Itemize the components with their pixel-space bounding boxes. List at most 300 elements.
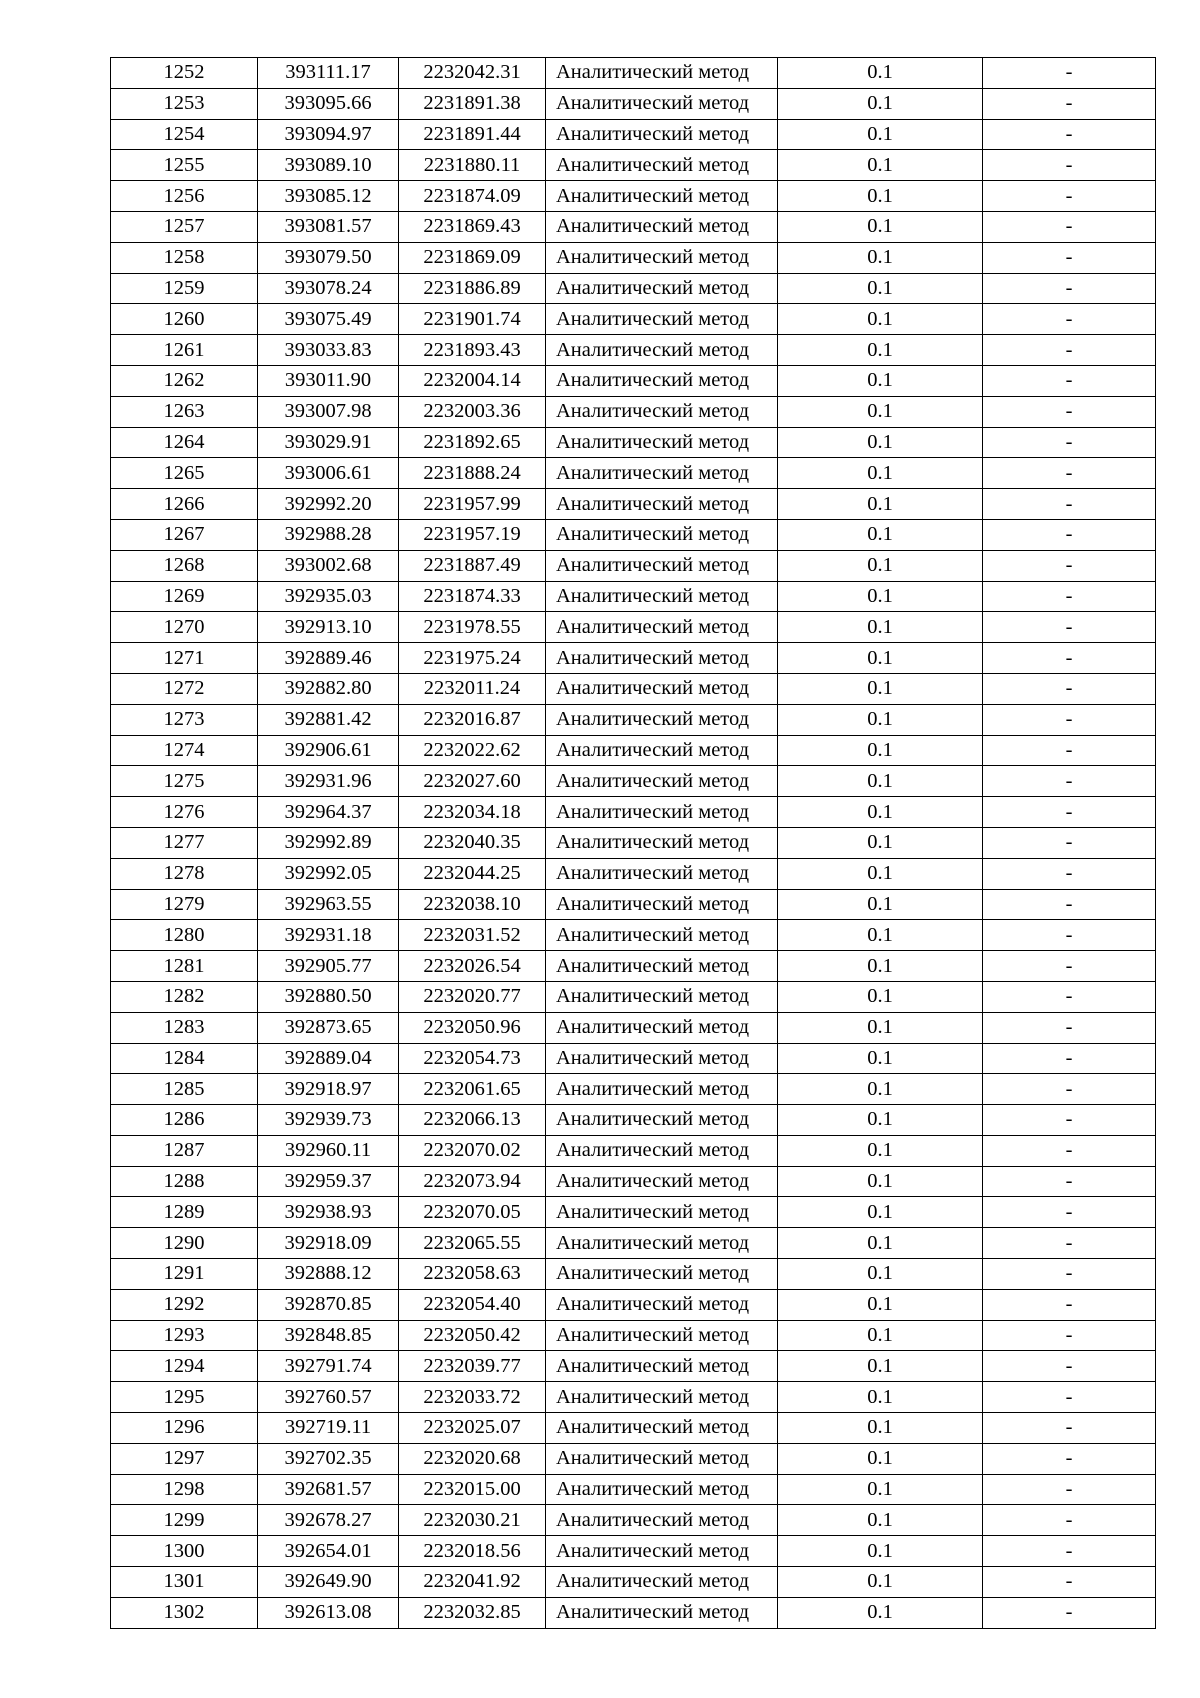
point-number-cell: 1291 [111,1259,258,1290]
description-cell: - [983,335,1156,366]
accuracy-cell: 0.1 [778,335,983,366]
method-cell: Аналитический метод [546,1259,778,1290]
table-row [111,181,1156,212]
description-cell: - [983,766,1156,797]
table-row [111,1135,1156,1166]
accuracy-cell: 0.1 [778,273,983,304]
point-number-cell: 1301 [111,1567,258,1598]
point-number-cell: 1263 [111,396,258,427]
x-coordinate-cell: 392963.55 [258,889,399,920]
y-coordinate-cell: 2231887.49 [399,550,546,581]
x-coordinate-cell: 392870.85 [258,1289,399,1320]
method-cell: Аналитический метод [546,1074,778,1105]
accuracy-cell: 0.1 [778,1228,983,1259]
table-row [111,920,1156,951]
point-number-cell: 1258 [111,242,258,273]
table-row [111,304,1156,335]
description-cell: - [983,704,1156,735]
description-cell: - [983,365,1156,396]
y-coordinate-cell: 2232032.85 [399,1597,546,1628]
accuracy-cell: 0.1 [778,920,983,951]
method-cell: Аналитический метод [546,920,778,951]
method-cell: Аналитический метод [546,858,778,889]
y-coordinate-cell: 2232050.42 [399,1320,546,1351]
x-coordinate-cell: 392613.08 [258,1597,399,1628]
y-coordinate-cell: 2232027.60 [399,766,546,797]
accuracy-cell: 0.1 [778,489,983,520]
description-cell: - [983,827,1156,858]
accuracy-cell: 0.1 [778,211,983,242]
description-cell: - [983,150,1156,181]
description-cell: - [983,1474,1156,1505]
accuracy-cell: 0.1 [778,1505,983,1536]
point-number-cell: 1281 [111,951,258,982]
table-row [111,735,1156,766]
method-cell: Аналитический метод [546,119,778,150]
method-cell: Аналитический метод [546,1413,778,1444]
table-row [111,335,1156,366]
accuracy-cell: 0.1 [778,1043,983,1074]
accuracy-cell: 0.1 [778,1351,983,1382]
x-coordinate-cell: 392939.73 [258,1105,399,1136]
description-cell: - [983,1443,1156,1474]
accuracy-cell: 0.1 [778,181,983,212]
y-coordinate-cell: 2231891.44 [399,119,546,150]
accuracy-cell: 0.1 [778,1443,983,1474]
x-coordinate-cell: 393079.50 [258,242,399,273]
table-row [111,1320,1156,1351]
accuracy-cell: 0.1 [778,766,983,797]
x-coordinate-cell: 392791.74 [258,1351,399,1382]
x-coordinate-cell: 392918.09 [258,1228,399,1259]
x-coordinate-cell: 392654.01 [258,1536,399,1567]
accuracy-cell: 0.1 [778,1074,983,1105]
description-cell: - [983,858,1156,889]
x-coordinate-cell: 392881.42 [258,704,399,735]
method-cell: Аналитический метод [546,1135,778,1166]
description-cell: - [983,1259,1156,1290]
y-coordinate-cell: 2232022.62 [399,735,546,766]
description-cell: - [983,735,1156,766]
point-number-cell: 1298 [111,1474,258,1505]
y-coordinate-cell: 2232026.54 [399,951,546,982]
method-cell: Аналитический метод [546,1289,778,1320]
description-cell: - [983,1197,1156,1228]
x-coordinate-cell: 392681.57 [258,1474,399,1505]
description-cell: - [983,181,1156,212]
point-number-cell: 1260 [111,304,258,335]
table-row [111,211,1156,242]
point-number-cell: 1259 [111,273,258,304]
table-row [111,1043,1156,1074]
description-cell: - [983,920,1156,951]
y-coordinate-cell: 2231975.24 [399,643,546,674]
y-coordinate-cell: 2232034.18 [399,797,546,828]
method-cell: Аналитический метод [546,1597,778,1628]
x-coordinate-cell: 392931.96 [258,766,399,797]
description-cell: - [983,1012,1156,1043]
y-coordinate-cell: 2231892.65 [399,427,546,458]
point-number-cell: 1285 [111,1074,258,1105]
description-cell: - [983,581,1156,612]
x-coordinate-cell: 392905.77 [258,951,399,982]
x-coordinate-cell: 393002.68 [258,550,399,581]
x-coordinate-cell: 393089.10 [258,150,399,181]
table-row [111,1536,1156,1567]
y-coordinate-cell: 2232070.05 [399,1197,546,1228]
y-coordinate-cell: 2232011.24 [399,673,546,704]
y-coordinate-cell: 2232020.77 [399,981,546,1012]
y-coordinate-cell: 2231869.09 [399,242,546,273]
method-cell: Аналитический метод [546,981,778,1012]
y-coordinate-cell: 2232066.13 [399,1105,546,1136]
point-number-cell: 1294 [111,1351,258,1382]
point-number-cell: 1277 [111,827,258,858]
table-row [111,1413,1156,1444]
point-number-cell: 1275 [111,766,258,797]
point-number-cell: 1287 [111,1135,258,1166]
y-coordinate-cell: 2231874.09 [399,181,546,212]
description-cell: - [983,1351,1156,1382]
y-coordinate-cell: 2232030.21 [399,1505,546,1536]
method-cell: Аналитический метод [546,1443,778,1474]
method-cell: Аналитический метод [546,581,778,612]
description-cell: - [983,489,1156,520]
x-coordinate-cell: 393007.98 [258,396,399,427]
accuracy-cell: 0.1 [778,1105,983,1136]
description-cell: - [983,1413,1156,1444]
x-coordinate-cell: 392882.80 [258,673,399,704]
description-cell: - [983,1074,1156,1105]
accuracy-cell: 0.1 [778,1536,983,1567]
point-number-cell: 1286 [111,1105,258,1136]
method-cell: Аналитический метод [546,365,778,396]
table-row [111,458,1156,489]
method-cell: Аналитический метод [546,827,778,858]
description-cell: - [983,1597,1156,1628]
table-row [111,273,1156,304]
point-number-cell: 1266 [111,489,258,520]
x-coordinate-cell: 393078.24 [258,273,399,304]
table-row [111,396,1156,427]
table-row [111,150,1156,181]
point-number-cell: 1290 [111,1228,258,1259]
accuracy-cell: 0.1 [778,1474,983,1505]
y-coordinate-cell: 2232031.52 [399,920,546,951]
description-cell: - [983,550,1156,581]
method-cell: Аналитический метод [546,88,778,119]
method-cell: Аналитический метод [546,242,778,273]
accuracy-cell: 0.1 [778,119,983,150]
table-row [111,766,1156,797]
x-coordinate-cell: 393033.83 [258,335,399,366]
x-coordinate-cell: 392848.85 [258,1320,399,1351]
y-coordinate-cell: 2232054.73 [399,1043,546,1074]
accuracy-cell: 0.1 [778,88,983,119]
x-coordinate-cell: 392906.61 [258,735,399,766]
x-coordinate-cell: 392873.65 [258,1012,399,1043]
method-cell: Аналитический метод [546,1320,778,1351]
point-number-cell: 1267 [111,519,258,550]
description-cell: - [983,519,1156,550]
point-number-cell: 1252 [111,58,258,89]
x-coordinate-cell: 392938.93 [258,1197,399,1228]
method-cell: Аналитический метод [546,766,778,797]
table-row [111,1382,1156,1413]
method-cell: Аналитический метод [546,1474,778,1505]
method-cell: Аналитический метод [546,1166,778,1197]
method-cell: Аналитический метод [546,1351,778,1382]
point-number-cell: 1268 [111,550,258,581]
method-cell: Аналитический метод [546,1197,778,1228]
table-row [111,58,1156,89]
description-cell: - [983,1135,1156,1166]
y-coordinate-cell: 2231886.89 [399,273,546,304]
description-cell: - [983,1105,1156,1136]
table-row [111,612,1156,643]
table-row [111,1197,1156,1228]
table-row [111,550,1156,581]
description-cell: - [983,273,1156,304]
accuracy-cell: 0.1 [778,427,983,458]
x-coordinate-cell: 392678.27 [258,1505,399,1536]
point-number-cell: 1257 [111,211,258,242]
point-number-cell: 1272 [111,673,258,704]
x-coordinate-cell: 392992.89 [258,827,399,858]
table-row [111,1074,1156,1105]
y-coordinate-cell: 2231891.38 [399,88,546,119]
x-coordinate-cell: 392913.10 [258,612,399,643]
x-coordinate-cell: 393085.12 [258,181,399,212]
method-cell: Аналитический метод [546,181,778,212]
table-row [111,1228,1156,1259]
method-cell: Аналитический метод [546,1567,778,1598]
y-coordinate-cell: 2231869.43 [399,211,546,242]
x-coordinate-cell: 392702.35 [258,1443,399,1474]
accuracy-cell: 0.1 [778,150,983,181]
table-row [111,119,1156,150]
description-cell: - [983,1289,1156,1320]
table-row [111,519,1156,550]
accuracy-cell: 0.1 [778,643,983,674]
method-cell: Аналитический метод [546,150,778,181]
table-row [111,704,1156,735]
point-number-cell: 1274 [111,735,258,766]
table-body [111,58,1156,1629]
point-number-cell: 1295 [111,1382,258,1413]
method-cell: Аналитический метод [546,396,778,427]
x-coordinate-cell: 392889.04 [258,1043,399,1074]
point-number-cell: 1300 [111,1536,258,1567]
x-coordinate-cell: 392931.18 [258,920,399,951]
accuracy-cell: 0.1 [778,242,983,273]
point-number-cell: 1283 [111,1012,258,1043]
accuracy-cell: 0.1 [778,858,983,889]
description-cell: - [983,427,1156,458]
y-coordinate-cell: 2232061.65 [399,1074,546,1105]
table-row [111,797,1156,828]
x-coordinate-cell: 392880.50 [258,981,399,1012]
table-row [111,365,1156,396]
description-cell: - [983,673,1156,704]
point-number-cell: 1278 [111,858,258,889]
y-coordinate-cell: 2232033.72 [399,1382,546,1413]
method-cell: Аналитический метод [546,704,778,735]
description-cell: - [983,1382,1156,1413]
description-cell: - [983,1505,1156,1536]
y-coordinate-cell: 2232041.92 [399,1567,546,1598]
table-row [111,858,1156,889]
description-cell: - [983,242,1156,273]
y-coordinate-cell: 2231888.24 [399,458,546,489]
accuracy-cell: 0.1 [778,1382,983,1413]
x-coordinate-cell: 392964.37 [258,797,399,828]
x-coordinate-cell: 393075.49 [258,304,399,335]
point-number-cell: 1297 [111,1443,258,1474]
method-cell: Аналитический метод [546,1043,778,1074]
y-coordinate-cell: 2231978.55 [399,612,546,643]
accuracy-cell: 0.1 [778,735,983,766]
point-number-cell: 1261 [111,335,258,366]
y-coordinate-cell: 2232039.77 [399,1351,546,1382]
x-coordinate-cell: 392889.46 [258,643,399,674]
y-coordinate-cell: 2232015.00 [399,1474,546,1505]
y-coordinate-cell: 2232065.55 [399,1228,546,1259]
description-cell: - [983,119,1156,150]
y-coordinate-cell: 2231880.11 [399,150,546,181]
accuracy-cell: 0.1 [778,458,983,489]
point-number-cell: 1270 [111,612,258,643]
accuracy-cell: 0.1 [778,581,983,612]
accuracy-cell: 0.1 [778,951,983,982]
accuracy-cell: 0.1 [778,704,983,735]
y-coordinate-cell: 2232054.40 [399,1289,546,1320]
method-cell: Аналитический метод [546,1012,778,1043]
y-coordinate-cell: 2232025.07 [399,1413,546,1444]
table-row [111,1105,1156,1136]
x-coordinate-cell: 392992.05 [258,858,399,889]
accuracy-cell: 0.1 [778,1289,983,1320]
table-row [111,827,1156,858]
point-number-cell: 1269 [111,581,258,612]
description-cell: - [983,88,1156,119]
x-coordinate-cell: 392959.37 [258,1166,399,1197]
point-number-cell: 1271 [111,643,258,674]
x-coordinate-cell: 392649.90 [258,1567,399,1598]
method-cell: Аналитический метод [546,335,778,366]
table-row [111,981,1156,1012]
point-number-cell: 1253 [111,88,258,119]
x-coordinate-cell: 392992.20 [258,489,399,520]
y-coordinate-cell: 2231901.74 [399,304,546,335]
x-coordinate-cell: 393111.17 [258,58,399,89]
accuracy-cell: 0.1 [778,1012,983,1043]
method-cell: Аналитический метод [546,889,778,920]
accuracy-cell: 0.1 [778,1259,983,1290]
table-row [111,1597,1156,1628]
x-coordinate-cell: 392960.11 [258,1135,399,1166]
point-number-cell: 1299 [111,1505,258,1536]
y-coordinate-cell: 2231893.43 [399,335,546,366]
table-row [111,1166,1156,1197]
method-cell: Аналитический метод [546,735,778,766]
x-coordinate-cell: 392888.12 [258,1259,399,1290]
x-coordinate-cell: 393081.57 [258,211,399,242]
x-coordinate-cell: 392918.97 [258,1074,399,1105]
method-cell: Аналитический метод [546,643,778,674]
x-coordinate-cell: 393011.90 [258,365,399,396]
accuracy-cell: 0.1 [778,1135,983,1166]
method-cell: Аналитический метод [546,550,778,581]
method-cell: Аналитический метод [546,58,778,89]
x-coordinate-cell: 392760.57 [258,1382,399,1413]
accuracy-cell: 0.1 [778,1567,983,1598]
method-cell: Аналитический метод [546,673,778,704]
description-cell: - [983,1567,1156,1598]
method-cell: Аналитический метод [546,797,778,828]
table-row [111,889,1156,920]
table-row [111,1474,1156,1505]
description-cell: - [983,211,1156,242]
y-coordinate-cell: 2232042.31 [399,58,546,89]
coordinates-table [110,57,1156,1629]
accuracy-cell: 0.1 [778,365,983,396]
table-row [111,581,1156,612]
accuracy-cell: 0.1 [778,827,983,858]
accuracy-cell: 0.1 [778,1320,983,1351]
method-cell: Аналитический метод [546,1382,778,1413]
point-number-cell: 1276 [111,797,258,828]
point-number-cell: 1280 [111,920,258,951]
description-cell: - [983,58,1156,89]
point-number-cell: 1262 [111,365,258,396]
accuracy-cell: 0.1 [778,889,983,920]
point-number-cell: 1302 [111,1597,258,1628]
description-cell: - [983,1166,1156,1197]
y-coordinate-cell: 2231957.99 [399,489,546,520]
y-coordinate-cell: 2232003.36 [399,396,546,427]
method-cell: Аналитический метод [546,1505,778,1536]
accuracy-cell: 0.1 [778,304,983,335]
description-cell: - [983,1536,1156,1567]
point-number-cell: 1293 [111,1320,258,1351]
point-number-cell: 1265 [111,458,258,489]
y-coordinate-cell: 2232038.10 [399,889,546,920]
table-row [111,1012,1156,1043]
x-coordinate-cell: 392719.11 [258,1413,399,1444]
table-row [111,1351,1156,1382]
method-cell: Аналитический метод [546,1105,778,1136]
table-row [111,489,1156,520]
description-cell: - [983,951,1156,982]
y-coordinate-cell: 2232020.68 [399,1443,546,1474]
accuracy-cell: 0.1 [778,797,983,828]
point-number-cell: 1254 [111,119,258,150]
method-cell: Аналитический метод [546,1228,778,1259]
point-number-cell: 1256 [111,181,258,212]
point-number-cell: 1255 [111,150,258,181]
x-coordinate-cell: 393095.66 [258,88,399,119]
description-cell: - [983,981,1156,1012]
table-row [111,1289,1156,1320]
y-coordinate-cell: 2232040.35 [399,827,546,858]
table-row [111,88,1156,119]
description-cell: - [983,797,1156,828]
table-row [111,1567,1156,1598]
accuracy-cell: 0.1 [778,58,983,89]
method-cell: Аналитический метод [546,951,778,982]
method-cell: Аналитический метод [546,427,778,458]
